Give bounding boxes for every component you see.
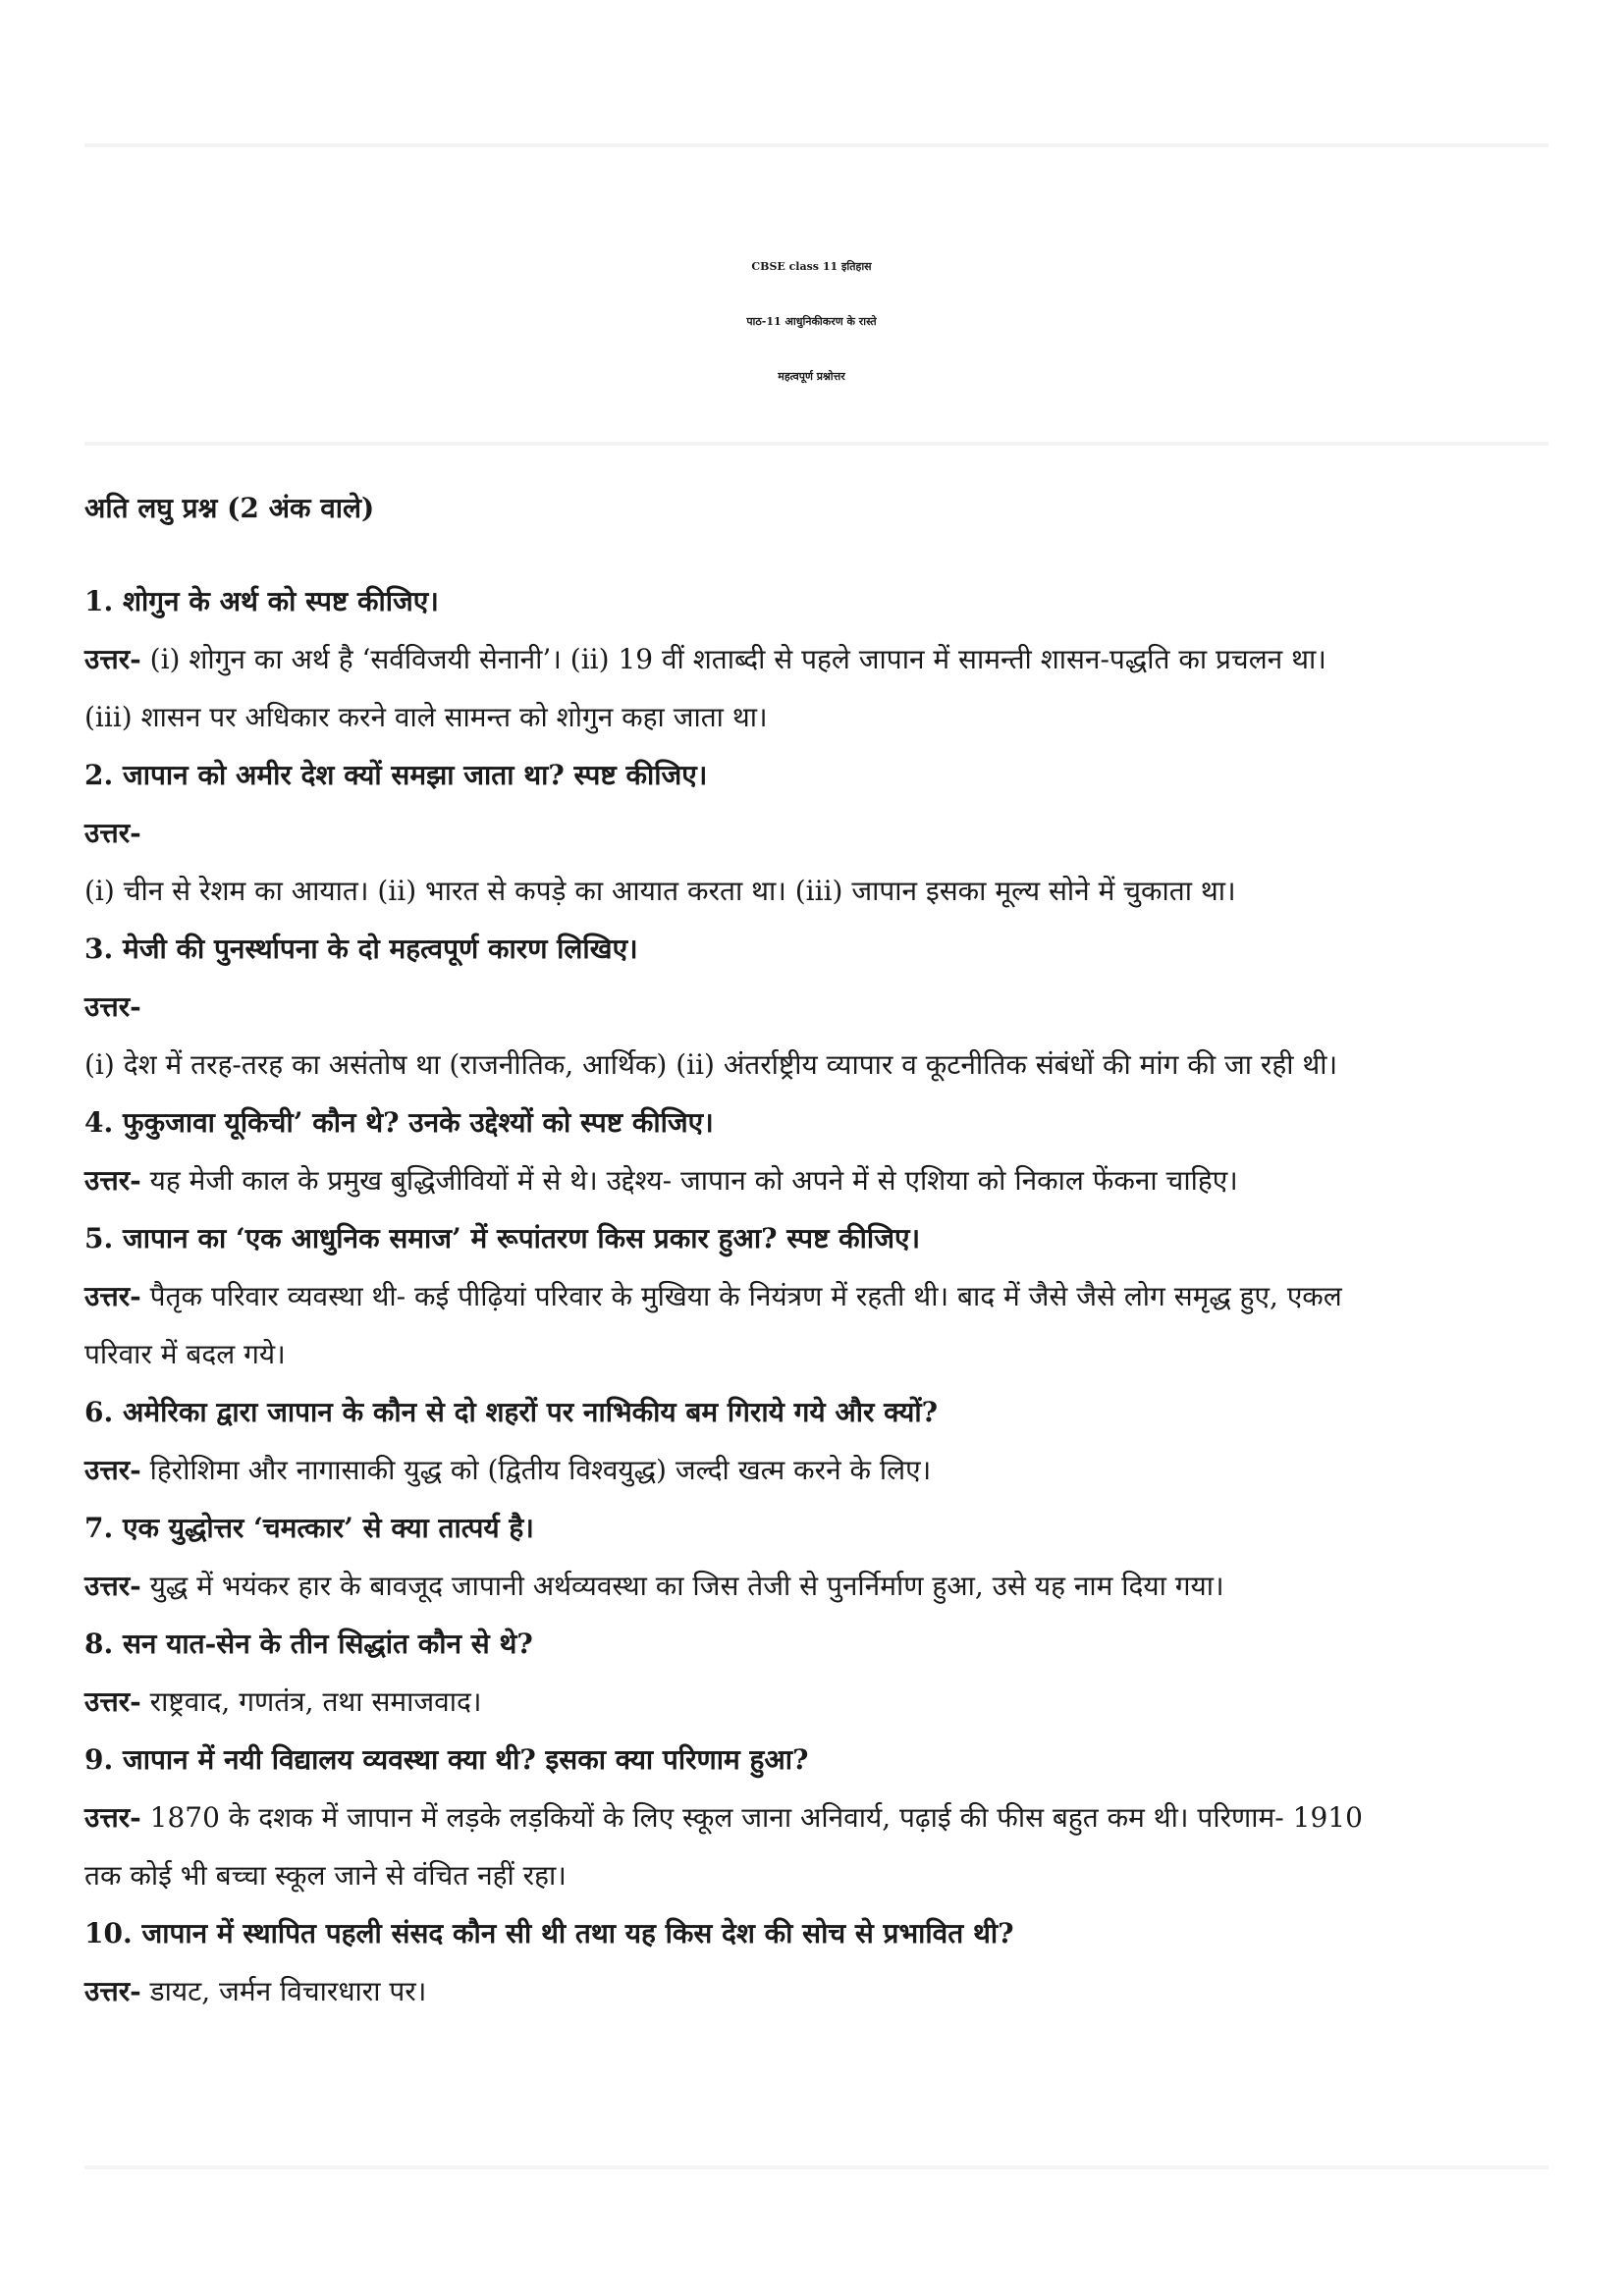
- header-line-2: पाठ-11 आधुनिकीकरण के रास्ते: [746, 315, 877, 328]
- bottom-divider: [84, 2165, 1548, 2169]
- answer-label: उत्तर-: [84, 1570, 141, 1602]
- qa-item: [84, 746, 1557, 920]
- document-header: [0, 240, 1623, 404]
- document-body: [84, 479, 1557, 2020]
- qa-item: [84, 1904, 1557, 2020]
- answer-first-line: [84, 630, 1557, 688]
- answer: [84, 1267, 1557, 1383]
- answer-text: युद्ध में भयंकर हार के बावजूद जापानी अर्थव्यवस्था का जिस तेजी से पुनर्निर्माण हुआ, उसे यह नाम दिया गया।: [149, 1570, 1224, 1602]
- question: 9. जापान में नयी विद्यालय व्यवस्था क्या थी? इसका क्या परिणाम हुआ?: [84, 1743, 809, 1776]
- question: 1. शोगुन के अर्थ को स्पष्ट कीजिए।: [84, 585, 439, 617]
- answer: [84, 1673, 1557, 1731]
- qa-item: [84, 1209, 1557, 1383]
- answer: [84, 1557, 1557, 1615]
- answer-line: तक कोई भी बच्चा स्कूल जाने से वंचित नहीं रहा।: [84, 1859, 567, 1892]
- answer-first-line: [84, 1789, 1557, 1846]
- qa-item: [84, 1615, 1557, 1731]
- answer: [84, 978, 1557, 1094]
- answer-first-line: [84, 1962, 1557, 2020]
- answer-label: उत्तर-: [84, 990, 141, 1023]
- answer: [84, 630, 1557, 746]
- answer-text: पैतृक परिवार व्यवस्था थी- कई पीढ़ियां परिवार के मुखिया के नियंत्रण में रहती थी। बाद में जैसे जैसे लोग समृद्ध हुए, एकल: [149, 1280, 1342, 1312]
- section-title: अति लघु प्रश्न (2 अंक वाले): [84, 492, 375, 524]
- answer-text: 1870 के दशक में जापान में लड़के लड़कियों के लिए स्कूल जाना अनिवार्य, पढ़ाई की फीस बहुत कम थी। परिणाम- 1910: [149, 1801, 1363, 1834]
- answer-line: (iii) शासन पर अधिकार करने वाले सामन्त को शोगुन कहा जाता था।: [84, 701, 768, 733]
- answer-first-line: [84, 978, 1557, 1036]
- answer-label: उत्तर-: [84, 817, 141, 849]
- answer-label: उत्तर-: [84, 1280, 141, 1312]
- answer-text: हिरोशिमा और नागासाकी युद्ध को (द्वितीय विश्वयुद्ध) जल्दी खत्म करने के लिए।: [149, 1454, 932, 1486]
- answer-text: डायट, जर्मन विचारधारा पर।: [149, 1975, 427, 2007]
- answer-label: उत्तर-: [84, 1454, 141, 1486]
- answer-label: उत्तर-: [84, 1685, 141, 1718]
- answer: [84, 1962, 1557, 2020]
- question: 10. जापान में स्थापित पहली संसद कौन सी थी तथा यह किस देश की सोच से प्रभावित थी?: [84, 1917, 1014, 1949]
- question: 4. फुकुजावा यूकिची’ कौन थे? उनके उद्देश्यों को स्पष्ट कीजिए।: [84, 1106, 714, 1139]
- qa-item: [84, 572, 1557, 746]
- question: 7. एक युद्धोत्तर ‘चमत्कार’ से क्या तात्पर्य है।: [84, 1512, 534, 1544]
- header-line-1: CBSE class 11 इतिहास: [751, 260, 872, 273]
- answer-label: उत्तर-: [84, 643, 141, 675]
- answer: [84, 1789, 1557, 1904]
- answer-label: उत्तर-: [84, 1975, 141, 2007]
- answer-line: परिवार में बदल गये।: [84, 1338, 286, 1370]
- qa-item: [84, 1383, 1557, 1499]
- qa-item: [84, 1731, 1557, 1904]
- header-divider: [84, 442, 1548, 446]
- top-divider: [84, 143, 1548, 147]
- answer-line: (i) चीन से रेशम का आयात। (ii) भारत से कपड़े का आयात करता था। (iii) जापान इसका मूल्य सोने में चुकाता था।: [84, 875, 1236, 907]
- answer-first-line: [84, 804, 1557, 862]
- answer-label: उत्तर-: [84, 1801, 141, 1834]
- answer: [84, 1151, 1557, 1209]
- answer-first-line: [84, 1557, 1557, 1615]
- answer-first-line: [84, 1151, 1557, 1209]
- answer-text: (i) शोगुन का अर्थ है ‘सर्वविजयी सेनानी’। (ii) 19 वीं शताब्दी से पहले जापान में सामन्ती शासन-पद्धति का प्रचलन था।: [149, 643, 1326, 675]
- answer-text: राष्ट्रवाद, गणतंत्र, तथा समाजवाद।: [149, 1685, 482, 1718]
- qa-item: [84, 1499, 1557, 1615]
- answer-first-line: [84, 1673, 1557, 1731]
- answer: [84, 804, 1557, 920]
- answer-line: (i) देश में तरह-तरह का असंतोष था (राजनीतिक, आर्थिक) (ii) अंतर्राष्ट्रीय व्यापार व कूटनीतिक संबंधों की मांग की जा रही थी।: [84, 1048, 1338, 1081]
- question: 3. मेजी की पुनर्स्थापना के दो महत्वपूर्ण कारण लिखिए।: [84, 933, 638, 965]
- qa-item: [84, 1094, 1557, 1209]
- qa-item: [84, 920, 1557, 1094]
- question: 6. अमेरिका द्वारा जापान के कौन से दो शहरों पर नाभिकीय बम गिराये गये और क्यों?: [84, 1396, 939, 1428]
- header-line-3: महत्वपूर्ण प्रश्नोत्तर: [778, 370, 845, 383]
- answer-label: उत्तर-: [84, 1164, 141, 1197]
- question: 5. जापान का ‘एक आधुनिक समाज’ में रूपांतरण किस प्रकार हुआ? स्पष्ट कीजिए।: [84, 1222, 921, 1255]
- question: 8. सन यात-सेन के तीन सिद्धांत कौन से थे?: [84, 1628, 533, 1660]
- qa-list: [84, 572, 1557, 2020]
- answer-text: यह मेजी काल के प्रमुख बुद्धिजीवियों में से थे। उद्देश्य- जापान को अपने में से एशिया को निकाल फेंकना चाहिए।: [149, 1164, 1238, 1197]
- answer-first-line: [84, 1267, 1557, 1325]
- answer-first-line: [84, 1441, 1557, 1499]
- answer: [84, 1441, 1557, 1499]
- question: 2. जापान को अमीर देश क्यों समझा जाता था? स्पष्ट कीजिए।: [84, 759, 708, 791]
